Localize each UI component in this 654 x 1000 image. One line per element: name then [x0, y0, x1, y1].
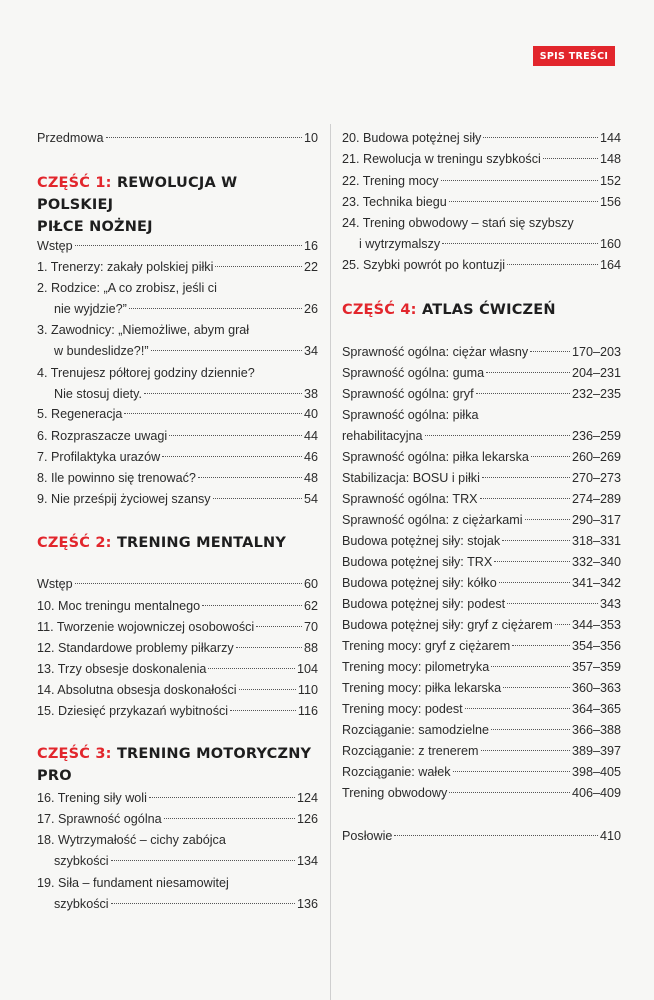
entry-page-number: 341–342: [571, 576, 621, 590]
dot-leader: [164, 817, 295, 819]
dot-leader: [106, 136, 302, 138]
dot-leader: [124, 412, 302, 414]
toc-entry[interactable]: [342, 255, 621, 276]
entry-page-number: 134: [296, 854, 318, 868]
entry-page-number: 144: [599, 131, 621, 145]
entry-title: Budowa potężnej siły: TRX: [342, 555, 493, 569]
entry-title: 21. Rewolucja w treningu szybkości: [342, 152, 541, 166]
entry-page-number: 156: [599, 195, 621, 209]
entry-page-number: 126: [296, 812, 318, 826]
entry-page-number: 343: [599, 597, 621, 611]
dot-leader: [480, 497, 570, 499]
entry-title: 14. Absolutna obsesja doskonałości: [37, 683, 237, 697]
entry-title: 18. Wytrzymałość – cichy zabójca: [37, 833, 226, 847]
entry-page-number: 40: [303, 407, 318, 421]
entry-title: Przedmowa: [37, 131, 104, 145]
toc-entry[interactable]: [342, 531, 621, 552]
entry-title: Stabilizacja: BOSU i piłki: [342, 471, 480, 485]
toc-entry[interactable]: [37, 447, 318, 468]
dot-leader: [394, 834, 598, 836]
entry-title: 3. Zawodnicy: „Niemożliwe, abym grał: [37, 323, 250, 337]
entry-page-number: 148: [599, 152, 621, 166]
entry-page-number: 10: [303, 131, 318, 145]
toc-entry[interactable]: [342, 363, 621, 384]
entry-title: 15. Dziesięć przykazań wybitności: [37, 704, 229, 718]
entry-title: Sprawność ogólna: gryf: [342, 387, 474, 401]
entry-title: Rozciąganie: z trenerem: [342, 744, 479, 758]
entry-page-number: 110: [297, 683, 318, 697]
dot-leader: [213, 497, 302, 499]
entry-title: 7. Profilaktyka urazów: [37, 450, 161, 464]
dot-leader: [453, 770, 570, 772]
entry-page-number: 124: [296, 791, 318, 805]
dot-leader: [169, 434, 302, 436]
dot-leader: [507, 602, 598, 604]
toc-entry[interactable]: [342, 468, 621, 489]
entry-page-number: 236–259: [571, 429, 621, 443]
dot-leader: [151, 349, 302, 351]
entry-title: 10. Moc treningu mentalnego: [37, 599, 201, 613]
entry-title: 11. Tworzenie wojowniczej osobowości: [37, 620, 255, 634]
entry-title: 5. Regeneracja: [37, 407, 123, 421]
entry-title: Trening mocy: gryf z ciężarem: [342, 639, 511, 653]
entry-title: i wytrzymalszy: [359, 237, 441, 251]
entry-title: Wstęp: [37, 577, 73, 591]
dot-leader: [144, 392, 302, 394]
entry-page-number: 410: [599, 829, 621, 843]
entry-page-number: 48: [303, 471, 318, 485]
toc-entry[interactable]: [342, 678, 621, 699]
part-heading-4: [342, 299, 621, 321]
dot-leader: [491, 728, 570, 730]
dot-leader: [75, 244, 302, 246]
dot-leader: [149, 796, 295, 798]
part-title: ATLAS ĆWICZEŃ: [421, 302, 556, 318]
toc-entry[interactable]: [342, 594, 621, 615]
entry-title: 6. Rozpraszacze uwagi: [37, 429, 168, 443]
entry-title: Sprawność ogólna: ciężar własny: [342, 345, 529, 359]
part-label: CZĘŚĆ 2:: [37, 535, 112, 551]
toc-entry[interactable]: [37, 363, 318, 405]
dot-leader: [449, 200, 598, 202]
dot-leader: [425, 434, 570, 436]
toc-entry[interactable]: [342, 699, 621, 720]
part-heading-2: [37, 532, 318, 554]
entry-page-number: 160: [599, 237, 621, 251]
entry-title: 17. Sprawność ogólna: [37, 812, 162, 826]
entry-title: szybkości: [54, 854, 109, 868]
dot-leader: [486, 371, 570, 373]
toc-entry[interactable]: [342, 573, 621, 594]
toc-entry[interactable]: [37, 638, 318, 659]
dot-leader: [530, 350, 570, 352]
part-label: CZĘŚĆ 4:: [342, 302, 417, 318]
dot-leader: [555, 623, 570, 625]
toc-entry[interactable]: [37, 788, 318, 809]
toc-entry[interactable]: [342, 192, 621, 213]
toc-entry[interactable]: [37, 320, 318, 362]
entry-title: 24. Trening obwodowy – stań się szybszy: [342, 216, 574, 230]
entry-page-number: 270–273: [571, 471, 621, 485]
toc-entry[interactable]: [37, 278, 318, 320]
entry-page-number: 364–365: [571, 702, 621, 716]
part-heading-1: [37, 172, 318, 238]
entry-title: 1. Trenerzy: zakały polskiej piłki: [37, 260, 214, 274]
toc-entry[interactable]: [342, 447, 621, 468]
entry-page-number: 26: [303, 302, 318, 316]
toc-entry[interactable]: [342, 720, 621, 741]
entry-page-number: 406–409: [571, 786, 621, 800]
entry-title: nie wyjdzie?”: [54, 302, 127, 316]
dot-leader: [481, 749, 570, 751]
section-badge: SPIS TREŚCI: [533, 46, 615, 66]
entry-title: Trening mocy: pilometryka: [342, 660, 490, 674]
part-title: TRENING MENTALNY: [116, 535, 287, 551]
dot-leader: [111, 859, 295, 861]
toc-entry[interactable]: [37, 574, 318, 595]
entry-title: Rozciąganie: samodzielne: [342, 723, 490, 737]
toc-entry[interactable]: [342, 762, 621, 783]
entry-page-number: 332–340: [571, 555, 621, 569]
entry-page-number: 274–289: [571, 492, 621, 506]
toc-entry[interactable]: [37, 809, 318, 830]
entry-page-number: 116: [297, 704, 318, 718]
dot-leader: [215, 265, 302, 267]
entry-page-number: 88: [303, 641, 318, 655]
dot-leader: [256, 625, 302, 627]
entry-page-number: 60: [303, 577, 318, 591]
dot-leader: [482, 476, 570, 478]
toc-entry[interactable]: [342, 552, 621, 573]
toc-entry-preface[interactable]: [37, 128, 318, 149]
toc-entry[interactable]: [37, 404, 318, 425]
entry-title: rehabilitacyjna: [342, 429, 423, 443]
entry-title: 25. Szybki powrót po kontuzji: [342, 258, 506, 272]
entry-title: 20. Budowa potężnej siły: [342, 131, 482, 145]
entry-page-number: 318–331: [571, 534, 621, 548]
entry-page-number: 70: [303, 620, 318, 634]
dot-leader: [202, 604, 302, 606]
toc-entry[interactable]: [342, 384, 621, 405]
part-label: CZĘŚĆ 3:: [37, 746, 112, 762]
dot-leader: [531, 455, 570, 457]
entry-title: Sprawność ogólna: guma: [342, 366, 485, 380]
entry-title: Budowa potężnej siły: kółko: [342, 576, 497, 590]
entry-title: 4. Trenujesz półtorej godziny dziennie?: [37, 366, 255, 380]
entry-title: Budowa potężnej siły: stojak: [342, 534, 501, 548]
entry-page-number: 344–353: [571, 618, 621, 632]
entry-title: szybkości: [54, 897, 109, 911]
dot-leader: [491, 665, 570, 667]
toc-entry[interactable]: [37, 617, 318, 638]
toc-entry[interactable]: [37, 596, 318, 617]
entry-title: Trening mocy: piłka lekarska: [342, 681, 502, 695]
entry-title: Trening mocy: podest: [342, 702, 463, 716]
entry-page-number: 104: [296, 662, 318, 676]
toc-entry[interactable]: [342, 213, 621, 255]
entry-title: Nie stosuj diety.: [54, 387, 142, 401]
dot-leader: [111, 902, 295, 904]
column-divider: [330, 124, 331, 1000]
entry-page-number: 34: [303, 344, 318, 358]
toc-entry[interactable]: [37, 701, 318, 722]
entry-page-number: 389–397: [571, 744, 621, 758]
part-title: PIŁCE NOŻNEJ: [37, 219, 153, 235]
toc-entry[interactable]: [342, 510, 621, 531]
toc-entry[interactable]: [342, 342, 621, 363]
entry-page-number: 152: [599, 174, 621, 188]
dot-leader: [494, 560, 570, 562]
toc-entry[interactable]: [37, 236, 318, 257]
dot-leader: [198, 476, 302, 478]
entry-page-number: 46: [303, 450, 318, 464]
toc-entry[interactable]: [342, 128, 621, 149]
part-title: TRENING MOTORYCZNY PRO: [37, 746, 312, 784]
toc-entry[interactable]: [37, 489, 318, 510]
entry-title: 9. Nie prześpij życiowej szansy: [37, 492, 211, 506]
entry-page-number: 357–359: [571, 660, 621, 674]
entry-title: Sprawność ogólna: piłka lekarska: [342, 450, 529, 464]
dot-leader: [465, 707, 570, 709]
toc-entry[interactable]: [342, 783, 621, 804]
entry-page-number: 366–388: [571, 723, 621, 737]
toc-entry[interactable]: [342, 636, 621, 657]
dot-leader: [507, 263, 598, 265]
entry-title: Sprawność ogólna: TRX: [342, 492, 478, 506]
entry-page-number: 354–356: [571, 639, 621, 653]
entry-title: w bundeslidze?!”: [54, 344, 149, 358]
toc-entry[interactable]: [342, 615, 621, 636]
entry-page-number: 290–317: [571, 513, 621, 527]
entry-page-number: 260–269: [571, 450, 621, 464]
part-heading-3: [37, 743, 318, 787]
dot-leader: [441, 179, 598, 181]
dot-leader: [483, 136, 598, 138]
toc-entry[interactable]: [342, 171, 621, 192]
entry-title: 23. Technika biegu: [342, 195, 447, 209]
dot-leader: [449, 791, 570, 793]
entry-page-number: 360–363: [571, 681, 621, 695]
entry-title: Sprawność ogólna: z ciężarkami: [342, 513, 523, 527]
toc-entry[interactable]: [342, 405, 621, 447]
toc-entry[interactable]: [37, 659, 318, 680]
entry-page-number: 232–235: [571, 387, 621, 401]
dot-leader: [75, 582, 302, 584]
dot-leader: [543, 157, 598, 159]
entry-page-number: 22: [303, 260, 318, 274]
entry-title: 19. Siła – fundament niesamowitej: [37, 876, 229, 890]
toc-entry[interactable]: [342, 741, 621, 762]
dot-leader: [442, 242, 598, 244]
dot-leader: [512, 644, 570, 646]
entry-title: 12. Standardowe problemy piłkarzy: [37, 641, 234, 655]
entry-title: Trening obwodowy: [342, 786, 448, 800]
entry-page-number: 62: [303, 599, 318, 613]
part-title: REWOLUCJA W POLSKIEJ: [37, 175, 238, 213]
toc-entry[interactable]: [342, 657, 621, 678]
entry-page-number: 170–203: [571, 345, 621, 359]
entry-title: 13. Trzy obsesje doskonalenia: [37, 662, 207, 676]
entry-title: 2. Rodzice: „A co zrobisz, jeśli ci: [37, 281, 217, 295]
dot-leader: [476, 392, 570, 394]
entry-page-number: 136: [296, 897, 318, 911]
entry-page-number: 16: [303, 239, 318, 253]
entry-title: 8. Ile powinno się trenować?: [37, 471, 196, 485]
entry-title: 22. Trening mocy: [342, 174, 439, 188]
dot-leader: [162, 455, 302, 457]
entry-title: Budowa potężnej siły: podest: [342, 597, 506, 611]
dot-leader: [502, 539, 570, 541]
toc-entry[interactable]: [37, 426, 318, 447]
toc-entry[interactable]: [37, 873, 318, 915]
toc-entry[interactable]: [37, 257, 318, 278]
entry-page-number: 38: [303, 387, 318, 401]
dot-leader: [239, 688, 296, 690]
dot-leader: [236, 646, 302, 648]
part-label: CZĘŚĆ 1:: [37, 175, 112, 191]
toc-entry[interactable]: [37, 468, 318, 489]
toc-entry[interactable]: [37, 830, 318, 872]
entry-title: Posłowie: [342, 829, 393, 843]
entry-title: Rozciąganie: wałek: [342, 765, 451, 779]
entry-page-number: 44: [303, 429, 318, 443]
dot-leader: [208, 667, 295, 669]
dot-leader: [230, 709, 296, 711]
dot-leader: [525, 518, 570, 520]
dot-leader: [503, 686, 570, 688]
dot-leader: [129, 307, 302, 309]
entry-title: 16. Trening siły woli: [37, 791, 147, 805]
entry-title: Wstęp: [37, 239, 73, 253]
toc-entry[interactable]: [342, 489, 621, 510]
entry-page-number: 204–231: [571, 366, 621, 380]
toc-entry-afterword[interactable]: [342, 826, 621, 847]
toc-entry[interactable]: [342, 149, 621, 170]
entry-page-number: 164: [599, 258, 621, 272]
entry-title: Sprawność ogólna: piłka: [342, 408, 479, 422]
entry-title: Budowa potężnej siły: gryf z ciężarem: [342, 618, 553, 632]
toc-entry[interactable]: [37, 680, 318, 701]
dot-leader: [499, 581, 570, 583]
entry-page-number: 398–405: [571, 765, 621, 779]
entry-page-number: 54: [303, 492, 318, 506]
